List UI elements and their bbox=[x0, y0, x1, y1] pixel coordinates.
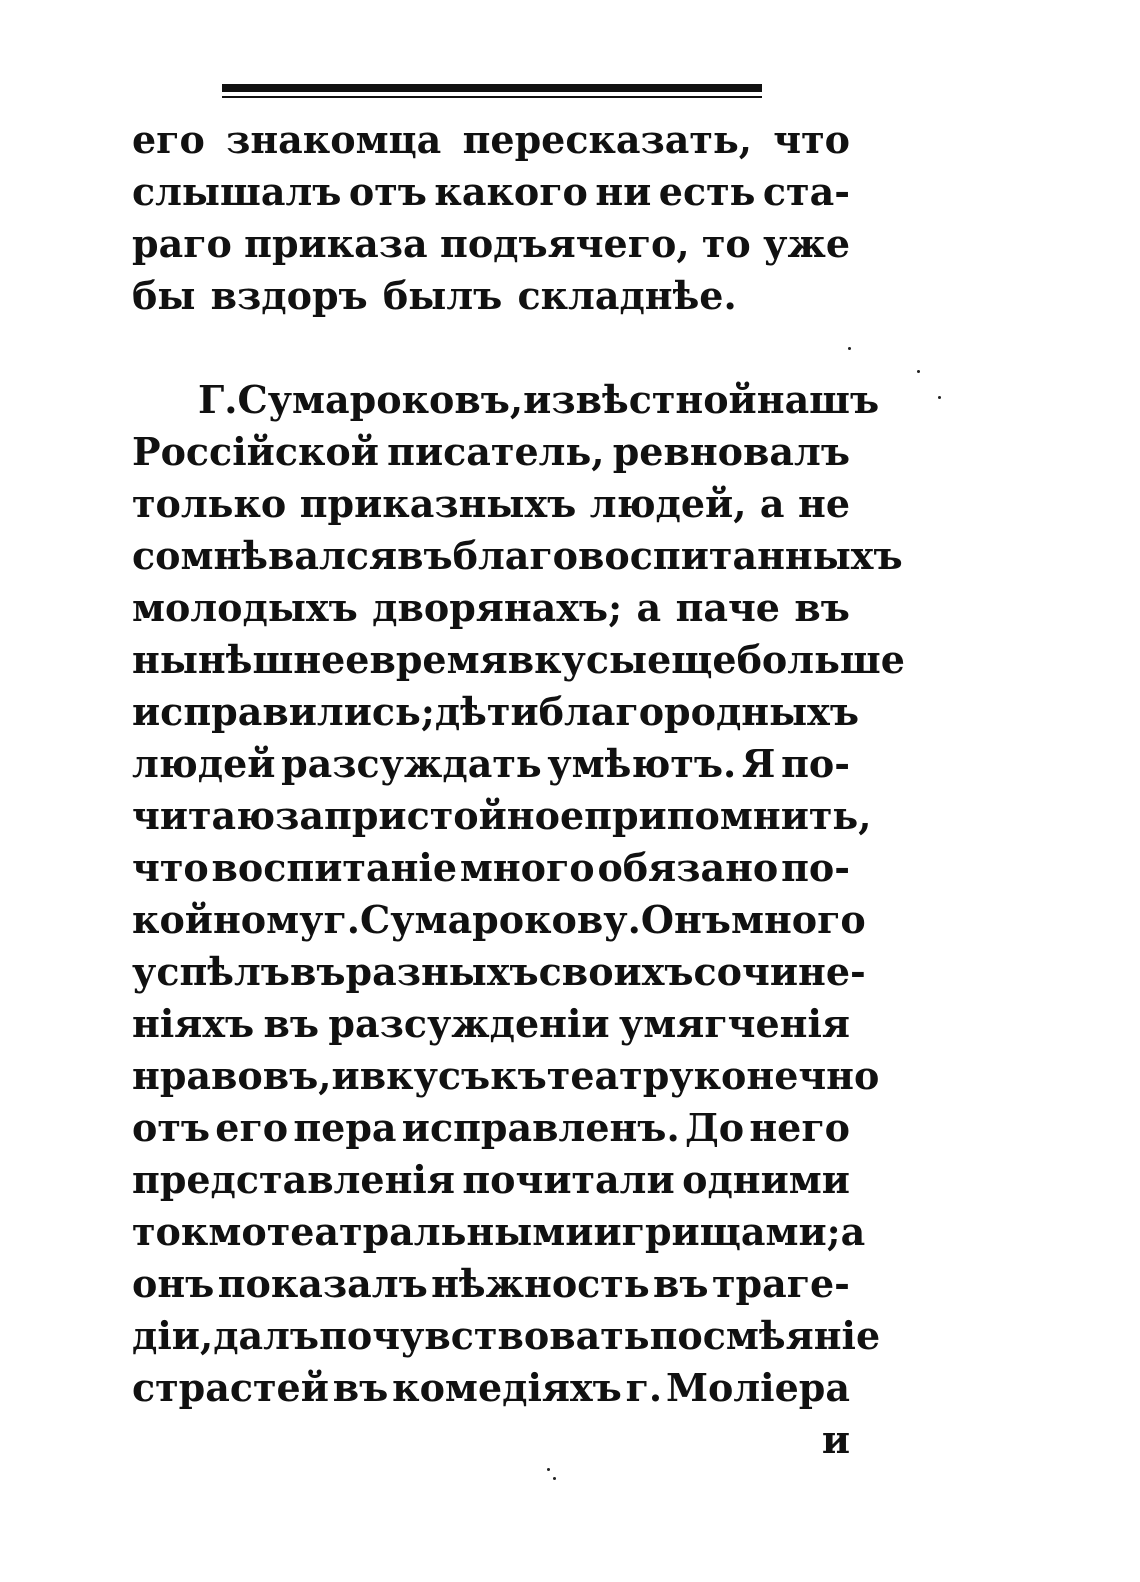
word: паче bbox=[675, 585, 780, 630]
text-line bbox=[132, 634, 905, 686]
word: уже bbox=[763, 221, 850, 266]
text-line bbox=[132, 842, 850, 894]
word: людей bbox=[132, 741, 276, 786]
word: разсужденіи bbox=[328, 1001, 610, 1046]
word: знакомца bbox=[226, 117, 442, 162]
word: то bbox=[701, 221, 751, 266]
word: воспитаніе bbox=[211, 845, 458, 890]
word: его bbox=[215, 1105, 289, 1150]
word: театральными bbox=[266, 1209, 594, 1254]
word: игрищами; bbox=[593, 1209, 841, 1254]
word: вкусъ bbox=[359, 1053, 491, 1098]
word: Сумароковъ, bbox=[237, 377, 524, 422]
word: читаю bbox=[132, 793, 276, 838]
print-speck bbox=[553, 1477, 556, 1480]
word: ніяхъ bbox=[132, 1001, 255, 1046]
word: страстей bbox=[132, 1365, 329, 1410]
word: а bbox=[840, 1209, 866, 1254]
print-speck bbox=[917, 370, 920, 373]
word: исправились; bbox=[132, 689, 435, 734]
word: приказа bbox=[244, 221, 428, 266]
word: слышалъ bbox=[132, 169, 342, 214]
header-rule-thick bbox=[222, 84, 762, 92]
paragraph-continuation bbox=[132, 114, 850, 322]
word: почувствовать bbox=[319, 1313, 650, 1358]
word: благовоспитанныхъ bbox=[452, 533, 903, 578]
word: представленія bbox=[132, 1157, 455, 1202]
text-line bbox=[132, 114, 850, 166]
print-speck bbox=[848, 347, 851, 350]
word: ста- bbox=[762, 169, 850, 214]
word: театру bbox=[546, 1053, 694, 1098]
text-line bbox=[132, 1050, 880, 1102]
word: вкусы bbox=[507, 637, 648, 682]
word: До bbox=[684, 1105, 745, 1150]
text-line bbox=[132, 1362, 850, 1414]
word: комедіяхъ bbox=[392, 1365, 622, 1410]
text-line bbox=[132, 478, 850, 530]
text-line bbox=[132, 1154, 850, 1206]
word: по- bbox=[781, 741, 850, 786]
text-line bbox=[132, 1310, 881, 1362]
word: благородныхъ bbox=[538, 689, 859, 734]
word: г. bbox=[625, 1365, 663, 1410]
word: почитали bbox=[462, 1157, 675, 1202]
word: только bbox=[132, 481, 287, 526]
word: онъ bbox=[132, 1261, 215, 1306]
word: г. bbox=[323, 897, 360, 942]
word: ревновалъ bbox=[612, 429, 850, 474]
word: еще bbox=[647, 637, 737, 682]
word: койному bbox=[132, 897, 324, 942]
word: припомнить, bbox=[584, 793, 872, 838]
word: къ bbox=[490, 1053, 547, 1098]
text-line bbox=[132, 1258, 850, 1310]
word: исправленъ. bbox=[401, 1105, 680, 1150]
text-line bbox=[132, 1102, 850, 1154]
word: умѣютъ. bbox=[547, 741, 737, 786]
text-line bbox=[132, 530, 903, 582]
word: много bbox=[459, 845, 595, 890]
word: раго bbox=[132, 221, 232, 266]
word: въ bbox=[263, 1001, 320, 1046]
word: умягченія bbox=[618, 1001, 850, 1046]
word: много bbox=[730, 897, 866, 942]
text-line bbox=[132, 894, 866, 946]
word: нѣжность bbox=[431, 1261, 650, 1306]
word: Сумарокову. bbox=[359, 897, 641, 942]
word: Россійской bbox=[132, 429, 379, 474]
catchword bbox=[132, 1414, 850, 1466]
word: а bbox=[759, 481, 785, 526]
word: подъячего, bbox=[440, 221, 690, 266]
word: писатель, bbox=[387, 429, 605, 474]
word: въ bbox=[289, 949, 346, 994]
word: отъ bbox=[132, 1105, 211, 1150]
word: сомнѣвался bbox=[132, 533, 398, 578]
word: не bbox=[798, 481, 850, 526]
text-line bbox=[132, 738, 850, 790]
word: есть bbox=[658, 169, 756, 214]
word: Онъ bbox=[640, 897, 731, 942]
word: одними bbox=[682, 1157, 850, 1202]
word: успѣлъ bbox=[132, 949, 290, 994]
word: пересказать, bbox=[462, 117, 752, 162]
word: въ bbox=[653, 1261, 709, 1306]
word: время bbox=[369, 637, 508, 682]
word: по- bbox=[781, 845, 850, 890]
word: а bbox=[636, 585, 662, 630]
word: какого bbox=[434, 169, 588, 214]
word: обязано bbox=[597, 845, 779, 890]
word: нынѣшнее bbox=[132, 637, 370, 682]
word: молодыхъ bbox=[132, 585, 358, 630]
print-speck bbox=[547, 1468, 550, 1471]
word: конечно bbox=[693, 1053, 880, 1098]
text-line bbox=[132, 998, 850, 1050]
text-line bbox=[132, 1206, 866, 1258]
word: складнѣе. bbox=[517, 273, 737, 318]
text-line bbox=[132, 426, 850, 478]
word: посмѣяніе bbox=[649, 1313, 881, 1358]
word: дѣти bbox=[434, 689, 539, 734]
word: въ bbox=[397, 533, 453, 578]
word: и bbox=[331, 1053, 360, 1098]
word: отъ bbox=[348, 169, 427, 214]
word: что bbox=[132, 845, 209, 890]
word: извѣстной bbox=[523, 377, 757, 422]
word: ни bbox=[595, 169, 652, 214]
word: вздоръ bbox=[210, 273, 368, 318]
word: приказныхъ bbox=[299, 481, 577, 526]
word: нравовъ, bbox=[132, 1053, 332, 1098]
text-line bbox=[132, 946, 866, 998]
word: пристойное bbox=[324, 793, 585, 838]
print-speck bbox=[938, 396, 941, 399]
word: разсуждать bbox=[281, 741, 542, 786]
word: въ bbox=[332, 1365, 389, 1410]
word: дворянахъ; bbox=[372, 585, 623, 630]
word: Г. bbox=[198, 377, 238, 422]
text-line bbox=[132, 374, 880, 426]
text-line bbox=[132, 270, 850, 322]
text-line bbox=[132, 686, 859, 738]
word: далъ bbox=[213, 1313, 320, 1358]
word: діи, bbox=[132, 1313, 214, 1358]
text-line bbox=[132, 218, 850, 270]
word: пера bbox=[293, 1105, 397, 1150]
word: показалъ bbox=[217, 1261, 428, 1306]
word: сочине- bbox=[693, 949, 866, 994]
word: него bbox=[749, 1105, 850, 1150]
text-line bbox=[132, 166, 850, 218]
word: былъ bbox=[382, 273, 503, 318]
word: токмо bbox=[132, 1209, 267, 1254]
word: больше bbox=[736, 637, 905, 682]
text-line bbox=[132, 582, 850, 634]
word: своихъ bbox=[538, 949, 694, 994]
word: за bbox=[275, 793, 325, 838]
word: траге- bbox=[711, 1261, 850, 1306]
word: его bbox=[132, 117, 205, 162]
word: людей, bbox=[589, 481, 747, 526]
word: въ bbox=[794, 585, 850, 630]
word: разныхъ bbox=[345, 949, 539, 994]
word: Я bbox=[741, 741, 776, 786]
header-rule-thin bbox=[222, 96, 762, 98]
text-line bbox=[132, 790, 872, 842]
catchword-text: и bbox=[821, 1417, 850, 1462]
paragraph-sumarokov bbox=[132, 374, 905, 1466]
word: нашъ bbox=[756, 377, 880, 422]
word: что bbox=[773, 117, 850, 162]
word: бы bbox=[132, 273, 196, 318]
word: Моліера bbox=[665, 1365, 850, 1410]
